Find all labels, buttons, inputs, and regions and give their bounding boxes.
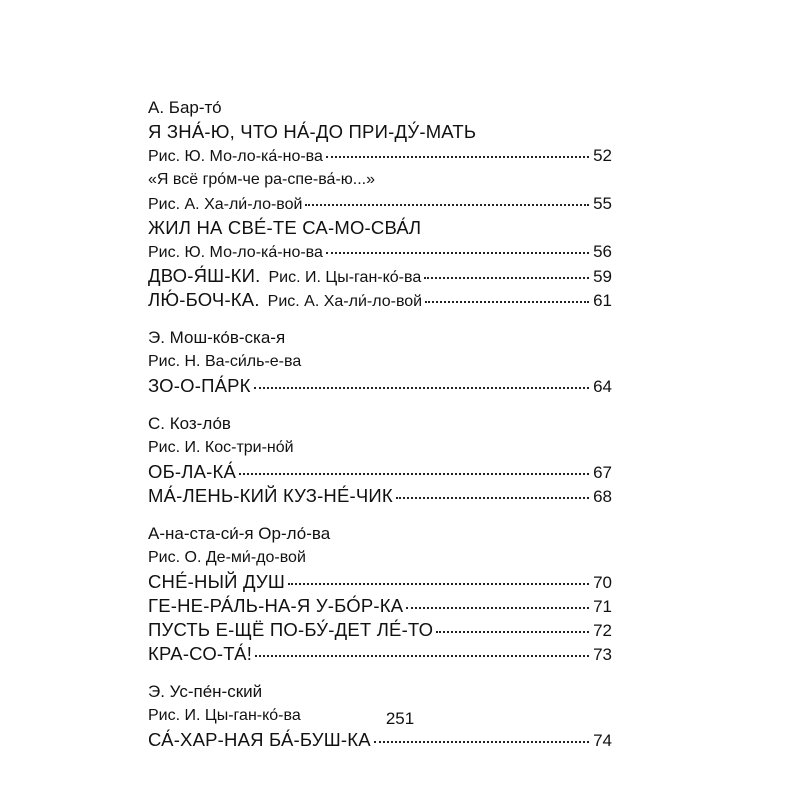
toc-entry-title[interactable] (148, 288, 612, 312)
toc-entry-illustrator (148, 350, 612, 374)
illustrator-credit: Рис. Ю. Мо-ло-ка́-но-ва (148, 244, 323, 261)
entry-page-number: 64 (593, 377, 612, 396)
author-name: А. Бар-то́ (148, 98, 222, 117)
page-number: 251 (385, 709, 415, 728)
entry-title: ЖИЛ НА СВЕ́-ТЕ СА-МО-СВА́Л (148, 217, 422, 238)
entry-page-number: 52 (593, 146, 612, 165)
toc-entry-title[interactable] (148, 484, 612, 508)
entry-page-number: 55 (593, 194, 612, 213)
illustrator-credit: Рис. О. Де-ми́-до-вой (148, 549, 306, 566)
entry-title: МА́-ЛЕНЬ-КИЙ КУЗ-НЕ́-ЧИК (148, 485, 393, 506)
dot-leader (425, 299, 589, 303)
entry-title: ПУСТЬ Е-ЩЁ ПО-БУ́-ДЕТ ЛЕ́-ТО (148, 619, 434, 640)
toc-entry-title[interactable] (148, 570, 612, 594)
entry-page-number: 68 (593, 487, 612, 506)
toc-entry-illustrator[interactable] (148, 192, 612, 216)
dot-leader (374, 739, 589, 743)
dot-leader (255, 653, 589, 657)
entry-page-number: 74 (593, 731, 612, 750)
author-name: С. Коз-ло́в (148, 414, 231, 433)
entry-title: ЗО-О-ПА́РК (148, 375, 251, 396)
toc-entry-title (148, 120, 612, 144)
entry-title: ЛЮ́-БОЧ-КА. (148, 289, 260, 310)
toc-entry-title[interactable] (148, 374, 612, 398)
illustrator-credit: Рис. Ю. Мо-ло-ка́-но-ва (148, 148, 323, 165)
dot-leader (305, 202, 589, 206)
dot-leader (396, 495, 589, 499)
entry-title: СА́-ХАР-НАЯ БА́-БУШ-КА (148, 729, 371, 750)
entry-page-number: 61 (593, 291, 612, 310)
dot-leader (326, 154, 589, 158)
dot-leader (424, 275, 589, 279)
entry-title: ОБ-ЛА-КА́ (148, 461, 237, 482)
section-gap (148, 312, 612, 326)
toc-entry-title[interactable] (148, 460, 612, 484)
entry-page-number: 67 (593, 463, 612, 482)
entry-title: Я ЗНА́-Ю, ЧТО НА́-ДО ПРИ-ДУ́-МАТЬ (148, 121, 477, 142)
author-name: Э. Ус-пе́н-ский (148, 682, 263, 701)
author-name: А-на-ста-си́-я Ор-ло́-ва (148, 524, 331, 543)
section-gap (148, 398, 612, 412)
illustrator-credit: «Я всё гро́м-че ра-спе-ва́-ю...» (148, 171, 375, 188)
toc-entry-illustrator[interactable] (148, 240, 612, 264)
entry-page-number: 73 (593, 645, 612, 664)
illustrator-credit: Рис. А. Ха-ли́-ло-вой (267, 293, 423, 310)
entry-page-number: 71 (593, 597, 612, 616)
toc-entry-title[interactable] (148, 642, 612, 666)
entry-title: ДВО-Я́Ш-КИ. (148, 265, 261, 286)
illustrator-credit: Рис. И. Кос-три-но́й (148, 439, 294, 456)
author-name: Э. Мош-ко́в-ска-я (148, 328, 286, 347)
toc-entry-title[interactable] (148, 728, 612, 752)
toc-entry-illustrator (148, 546, 612, 570)
illustrator-credit: Рис. Н. Ва-си́ль-е-ва (148, 353, 302, 370)
entry-page-number: 70 (593, 573, 612, 592)
illustrator-credit: Рис. И. Цы-ган-ко́-ва (148, 707, 301, 724)
dot-leader (406, 605, 589, 609)
section-gap (148, 508, 612, 522)
toc-entry-title[interactable] (148, 264, 612, 288)
illustrator-credit: Рис. И. Цы-ган-ко́-ва (268, 269, 422, 286)
dot-leader (288, 581, 589, 585)
dot-leader (239, 471, 589, 475)
dot-leader (254, 385, 589, 389)
entry-page-number: 72 (593, 621, 612, 640)
section-gap (148, 666, 612, 680)
illustrator-credit: Рис. А. Ха-ли́-ло-вой (148, 196, 303, 213)
dot-leader (436, 629, 589, 633)
entry-page-number: 56 (593, 242, 612, 261)
entry-title: СНЕ́-НЫЙ ДУШ (148, 571, 286, 592)
toc-entry-title (148, 216, 612, 240)
entry-title: КРА-СО-ТА́! (148, 643, 253, 664)
entry-title: ГЕ-НЕ-РА́ЛЬ-НА-Я У-БО́Р-КА (148, 595, 404, 616)
dot-leader (326, 250, 589, 254)
entry-page-number: 59 (593, 267, 612, 286)
toc-entry-title[interactable] (148, 594, 612, 618)
table-of-contents (148, 96, 612, 752)
toc-entry-illustrator[interactable] (148, 144, 612, 168)
toc-entry-illustrator (148, 168, 612, 192)
toc-entry-illustrator (148, 436, 612, 460)
toc-entry-title[interactable] (148, 618, 612, 642)
